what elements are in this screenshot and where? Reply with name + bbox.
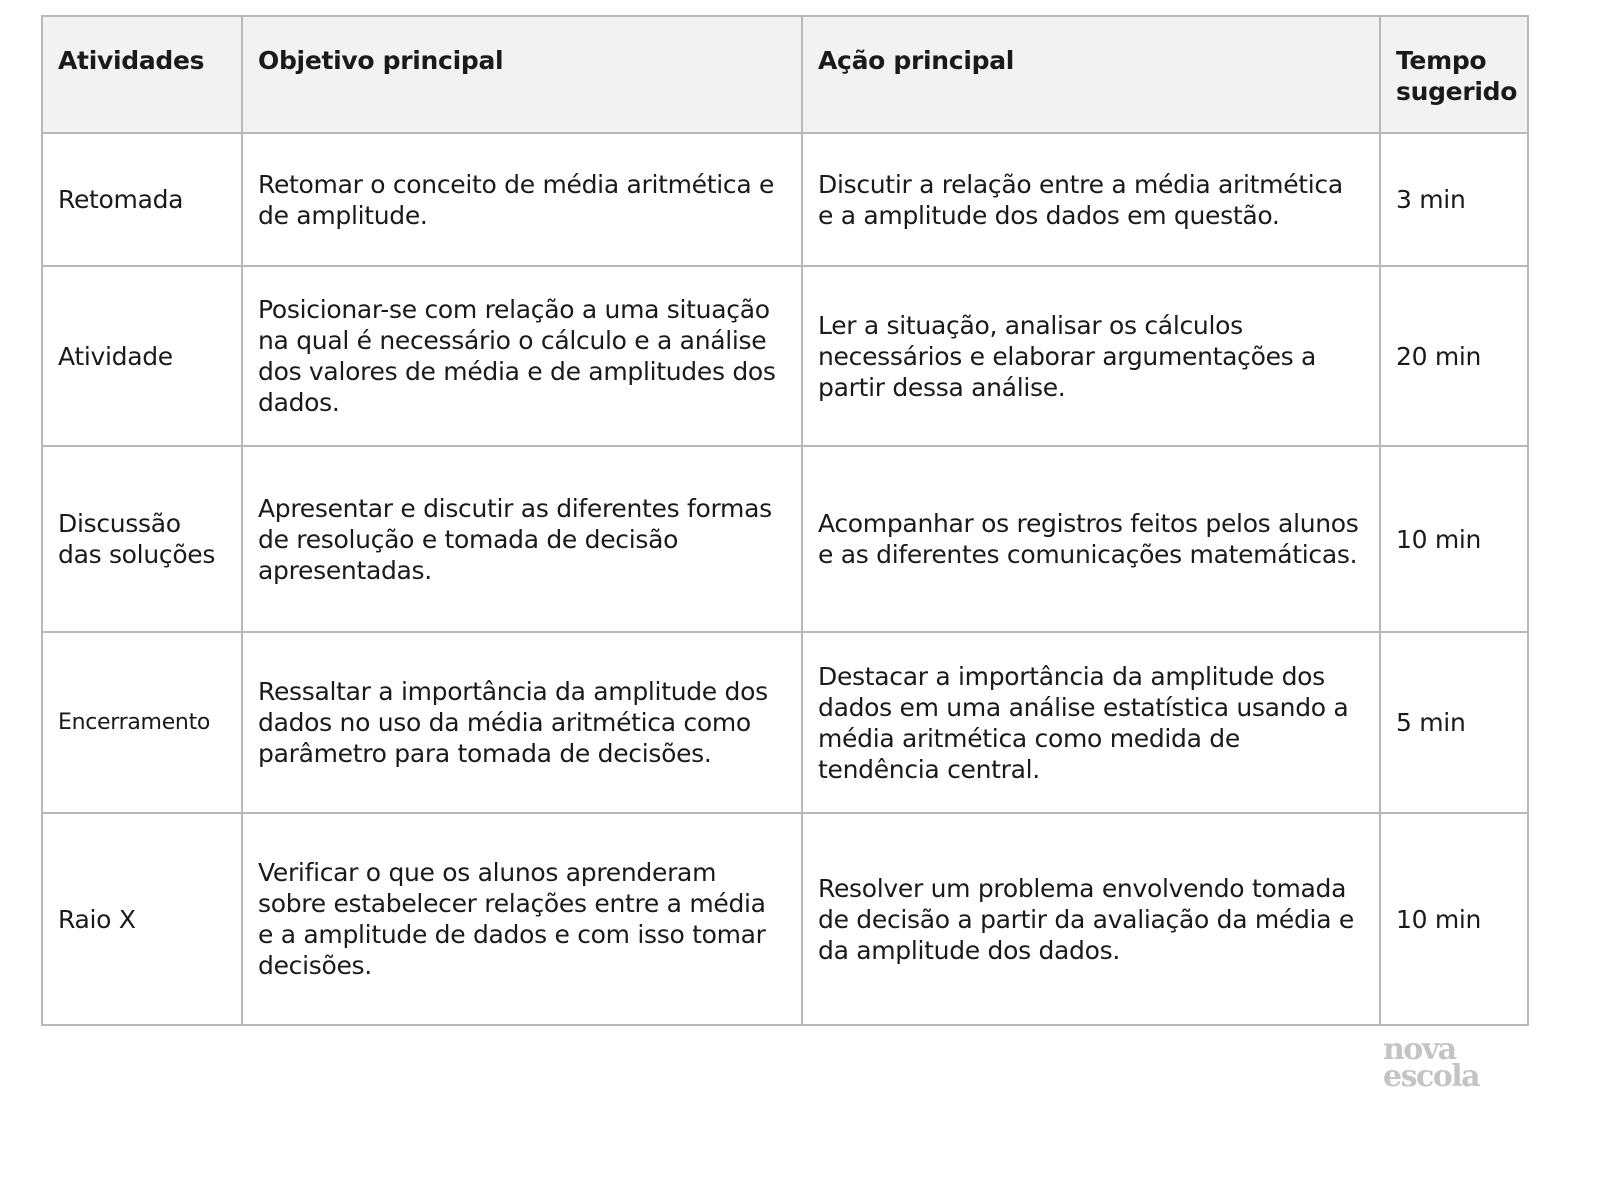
cell-objetivo: Retomar o conceito de média aritmética e de amplitude. [242, 133, 802, 266]
table-header-row [42, 16, 1528, 133]
cell-acao: Resolver um problema envolvendo tomada de decisão a partir da avaliação da média e da amplitude dos dados. [802, 813, 1380, 1025]
cell-tempo: 20 min [1380, 266, 1528, 446]
table-row [42, 813, 1528, 1025]
cell-tempo: 3 min [1380, 133, 1528, 266]
header-atividades: Atividades [42, 16, 242, 133]
cell-acao: Discutir a relação entre a média aritmética e a amplitude dos dados em questão. [802, 133, 1380, 266]
cell-tempo: 10 min [1380, 813, 1528, 1025]
header-acao: Ação principal [802, 16, 1380, 133]
cell-atividade: Atividade [42, 266, 242, 446]
cell-atividade: Encerramento [42, 632, 242, 813]
cell-atividade: Retomada [42, 133, 242, 266]
table-row [42, 632, 1528, 813]
lesson-plan-table [41, 15, 1529, 1026]
cell-objetivo: Posicionar-se com relação a uma situação na qual é necessário o cálculo e a análise dos valores de média e de amplitudes dos dados. [242, 266, 802, 446]
cell-atividade: Raio X [42, 813, 242, 1025]
cell-objetivo: Ressaltar a importância da amplitude dos dados no uso da média aritmética como parâmetro para tomada de decisões. [242, 632, 802, 813]
cell-objetivo: Apresentar e discutir as diferentes formas de resolução e tomada de decisão apresentadas. [242, 446, 802, 632]
cell-objetivo: Verificar o que os alunos aprenderam sobre estabelecer relações entre a média e a amplitude de dados e com isso tomar decisões. [242, 813, 802, 1025]
cell-acao: Acompanhar os registros feitos pelos alunos e as diferentes comunicações matemáticas. [802, 446, 1380, 632]
cell-tempo: 10 min [1380, 446, 1528, 632]
cell-acao: Ler a situação, analisar os cálculos necessários e elaborar argumentações a partir dessa análise. [802, 266, 1380, 446]
table-row [42, 133, 1528, 266]
cell-acao: Destacar a importância da amplitude dos dados em uma análise estatística usando a média aritmética como medida de tendência central. [802, 632, 1380, 813]
table-row [42, 266, 1528, 446]
header-objetivo: Objetivo principal [242, 16, 802, 133]
header-tempo: Tempo sugerido [1380, 16, 1528, 133]
logo-line-1: nova [1383, 1032, 1456, 1067]
logo-line-2: escola [1383, 1059, 1480, 1094]
cell-atividade: Discussão das soluções [42, 446, 242, 632]
cell-tempo: 5 min [1380, 632, 1528, 813]
table-row [42, 446, 1528, 632]
nova-escola-logo [1383, 1032, 1480, 1094]
